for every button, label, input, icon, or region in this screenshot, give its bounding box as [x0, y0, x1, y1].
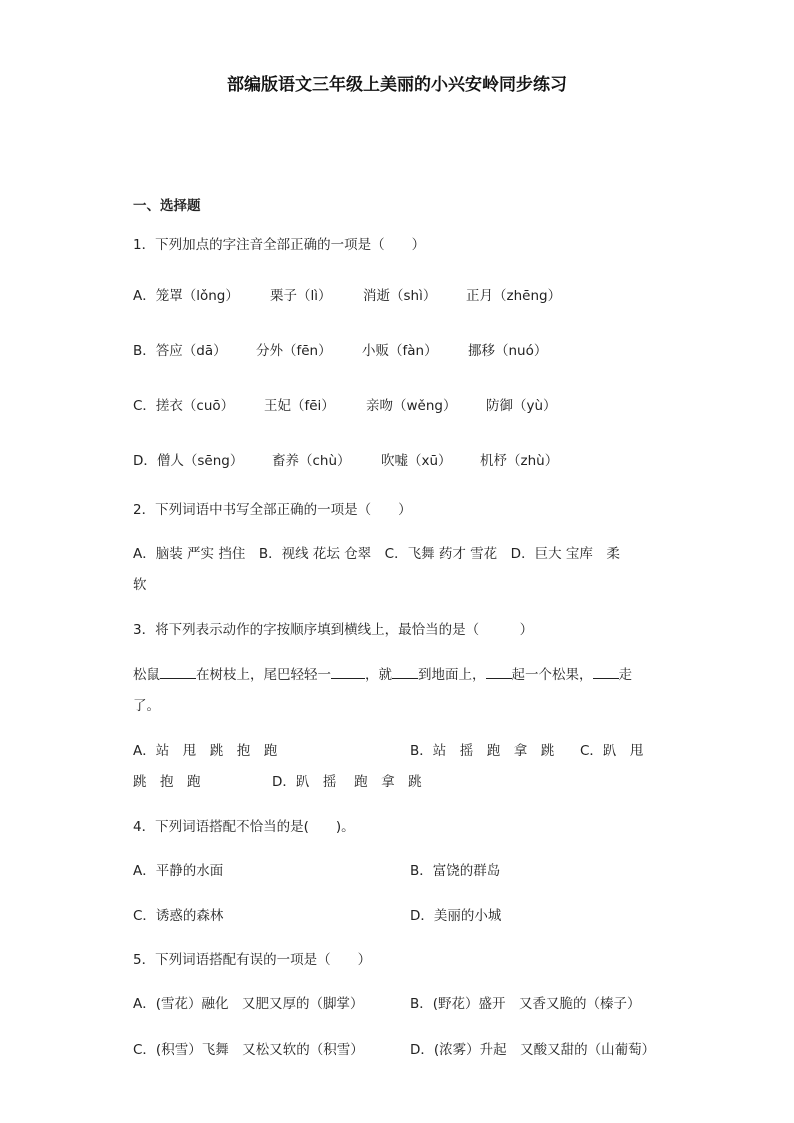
fill-text-6: 走 — [618, 667, 632, 683]
question-4-option-c: C．诱惑的森林 — [133, 908, 224, 924]
question-3-stem: 3．将下列表示动作的字按顺序填到横线上，最恰当的是（ ） — [133, 622, 534, 638]
question-4-option-d: D．美丽的小城 — [410, 908, 502, 924]
option-b-word-1: B．答应（dā） — [133, 343, 227, 359]
option-d-word-3: 吹嘘（xū） — [381, 453, 452, 469]
option-c-word-4: 防御（yù） — [486, 398, 557, 414]
fill-blank-1[interactable] — [160, 664, 196, 679]
option-c-word-3: 亲吻（wěng） — [366, 398, 457, 414]
fill-text-5: 起一个松果， — [511, 667, 593, 683]
page-title: 部编版语文三年级上美丽的小兴安岭同步练习 — [227, 75, 567, 95]
question-2-options: A．脑装 严实 挡住 B．视线 花坛 仓翠 C．飞舞 药才 雪花 D．巨大 宝库 柔 — [133, 546, 620, 562]
option-b-word-2: 分外（fēn） — [256, 343, 332, 359]
question-4-option-a: A．平静的水面 — [133, 863, 224, 879]
option-c-word-1: C．搓衣（cuō） — [133, 398, 235, 414]
question-4-option-b: B．富饶的群岛 — [410, 863, 501, 879]
fill-text-3: ，就 — [365, 667, 392, 683]
question-4-stem: 4．下列词语搭配不恰当的是( )。 — [133, 819, 355, 835]
option-d-word-1: D．僧人（sēng） — [133, 453, 244, 469]
question-3-option-a: A．站 甩 跳 抱 跑 — [133, 743, 278, 759]
fill-blank-5[interactable] — [593, 664, 619, 679]
question-3-fill-end: 了。 — [133, 698, 160, 714]
question-3-fill-sentence — [133, 663, 632, 683]
option-d-word-2: 畜养（chù） — [272, 453, 351, 469]
option-b-word-4: 挪移（nuó） — [468, 343, 548, 359]
question-1-stem: 1．下列加点的字注音全部正确的一项是（ ） — [133, 237, 426, 253]
question-3-option-d: D．趴 摇 跑 拿 跳 — [272, 774, 422, 790]
question-2-stem: 2．下列词语中书写全部正确的一项是（ ） — [133, 502, 412, 518]
question-5-option-d: D．(浓雾）升起 又酸又甜的（山葡萄） — [410, 1042, 656, 1058]
option-b-word-3: 小贩（fàn） — [362, 343, 438, 359]
option-c-word-2: 王妃（fēi） — [264, 398, 335, 414]
fill-blank-3[interactable] — [392, 664, 418, 679]
fill-text-2: 在树枝上，尾巴轻轻一 — [196, 667, 331, 683]
fill-blank-2[interactable] — [331, 664, 365, 679]
option-a-word-1: A．笼罩（lǒng） — [133, 288, 239, 304]
question-5-option-b: B．(野花）盛开 又香又脆的（榛子） — [410, 996, 641, 1012]
question-2-options-wrap: 软 — [133, 577, 147, 593]
fill-blank-4[interactable] — [486, 664, 512, 679]
question-5-option-c: C．(积雪）飞舞 又松又软的（积雪） — [133, 1042, 364, 1058]
fill-text-4: 到地面上， — [418, 667, 486, 683]
section-heading: 一、选择题 — [133, 198, 201, 214]
question-5-stem: 5．下列词语搭配有误的一项是（ ） — [133, 952, 372, 968]
question-3-option-b: B．站 摇 跑 拿 跳 — [410, 743, 555, 759]
question-3-option-c-wrap: 跳 抱 跑 — [133, 774, 201, 790]
question-3-option-c: C．趴 甩 — [580, 743, 644, 759]
option-d-word-4: 机杼（zhù） — [480, 453, 559, 469]
option-a-word-2: 栗子（lì） — [270, 288, 332, 304]
option-a-word-4: 正月（zhēng） — [466, 288, 562, 304]
fill-text-1: 松鼠 — [133, 667, 160, 683]
question-5-option-a: A．(雪花）融化 又肥又厚的（脚掌） — [133, 996, 364, 1012]
option-a-word-3: 消逝（shì） — [363, 288, 437, 304]
